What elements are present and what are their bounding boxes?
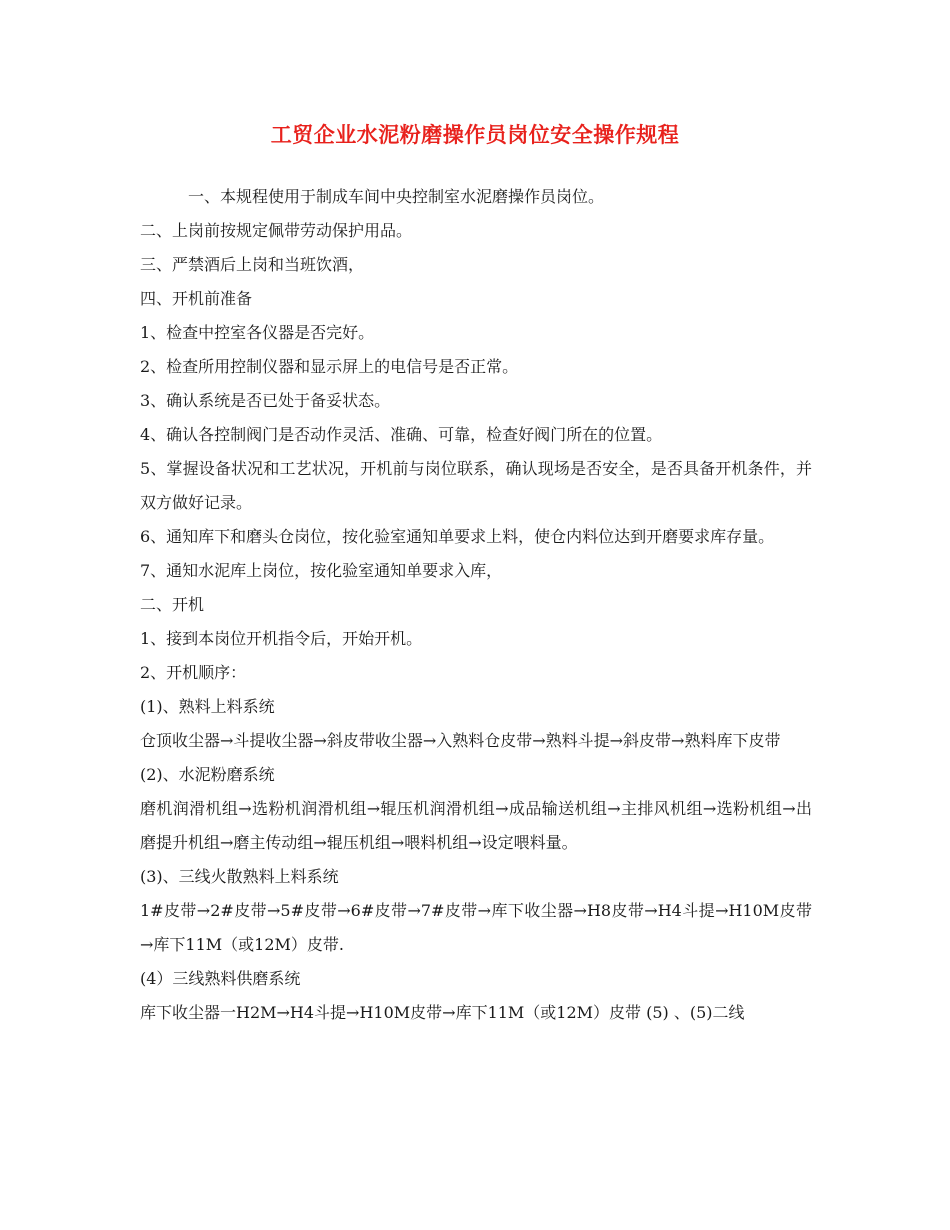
paragraph: 二、上岗前按规定佩带劳动保护用品。 — [140, 221, 413, 240]
paragraph: 库下收尘器一H2M→H4斗提→H10M皮带→库下11M（或12M）皮带 (5) 、(5)二线 — [140, 1003, 745, 1022]
subsection-heading: (3)、三线火散熟料上料系统 — [140, 867, 339, 886]
document-body — [140, 180, 812, 1030]
paragraph: 一、本规程使用于制成车间中央控制室水泥磨操作员岗位。 — [188, 187, 605, 206]
paragraph: 2、开机顺序： — [140, 663, 247, 682]
paragraph: 1、检查中控室各仪器是否完好。 — [140, 323, 375, 342]
paragraph: 2、检查所用控制仪器和显示屏上的电信号是否正常。 — [140, 357, 519, 376]
paragraph: 1#皮带→2#皮带→5#皮带→6#皮带→7#皮带→库下收尘器→H8皮带→H4斗提→H10M皮带→库下11M（或12M）皮带. — [140, 901, 812, 954]
paragraph: 4、确认各控制阀门是否动作灵活、准确、可靠，检查好阀门所在的位置。 — [140, 425, 663, 444]
section-heading: 二、开机 — [140, 595, 205, 614]
subsection-heading: (4）三线熟料供磨系统 — [140, 969, 301, 988]
paragraph: 6、通知库下和磨头仓岗位，按化验室通知单要求上料，使仓内料位达到开磨要求库存量。 — [140, 527, 775, 546]
section-heading: 四、开机前准备 — [140, 289, 253, 308]
paragraph: 磨机润滑机组→选粉机润滑机组→辊压机润滑机组→成品输送机组→主排风机组→选粉机组→出磨提升机组→磨主传动组→辊压机组→喂料机组→设定喂料量。 — [140, 799, 812, 852]
subsection-heading: (1)、熟料上料系统 — [140, 697, 275, 716]
paragraph: 三、严禁酒后上岗和当班饮酒， — [140, 255, 365, 274]
paragraph: 7、通知水泥库上岗位，按化验室通知单要求入库， — [140, 561, 503, 580]
paragraph: 仓顶收尘器→斗提收尘器→斜皮带收尘器→入熟料仓皮带→熟料斗提→斜皮带→熟料库下皮带 — [140, 731, 781, 750]
paragraph: 1、接到本岗位开机指令后，开始开机。 — [140, 629, 423, 648]
paragraph: 3、确认系统是否已处于备妥状态。 — [140, 391, 391, 410]
document-title: 工贸企业水泥粉磨操作员岗位安全操作规程 — [270, 122, 680, 147]
paragraph: 5、掌握设备状况和工艺状况，开机前与岗位联系，确认现场是否安全，是否具备开机条件，并双方做好记录。 — [140, 459, 812, 512]
subsection-heading: (2)、水泥粉磨系统 — [140, 765, 275, 784]
